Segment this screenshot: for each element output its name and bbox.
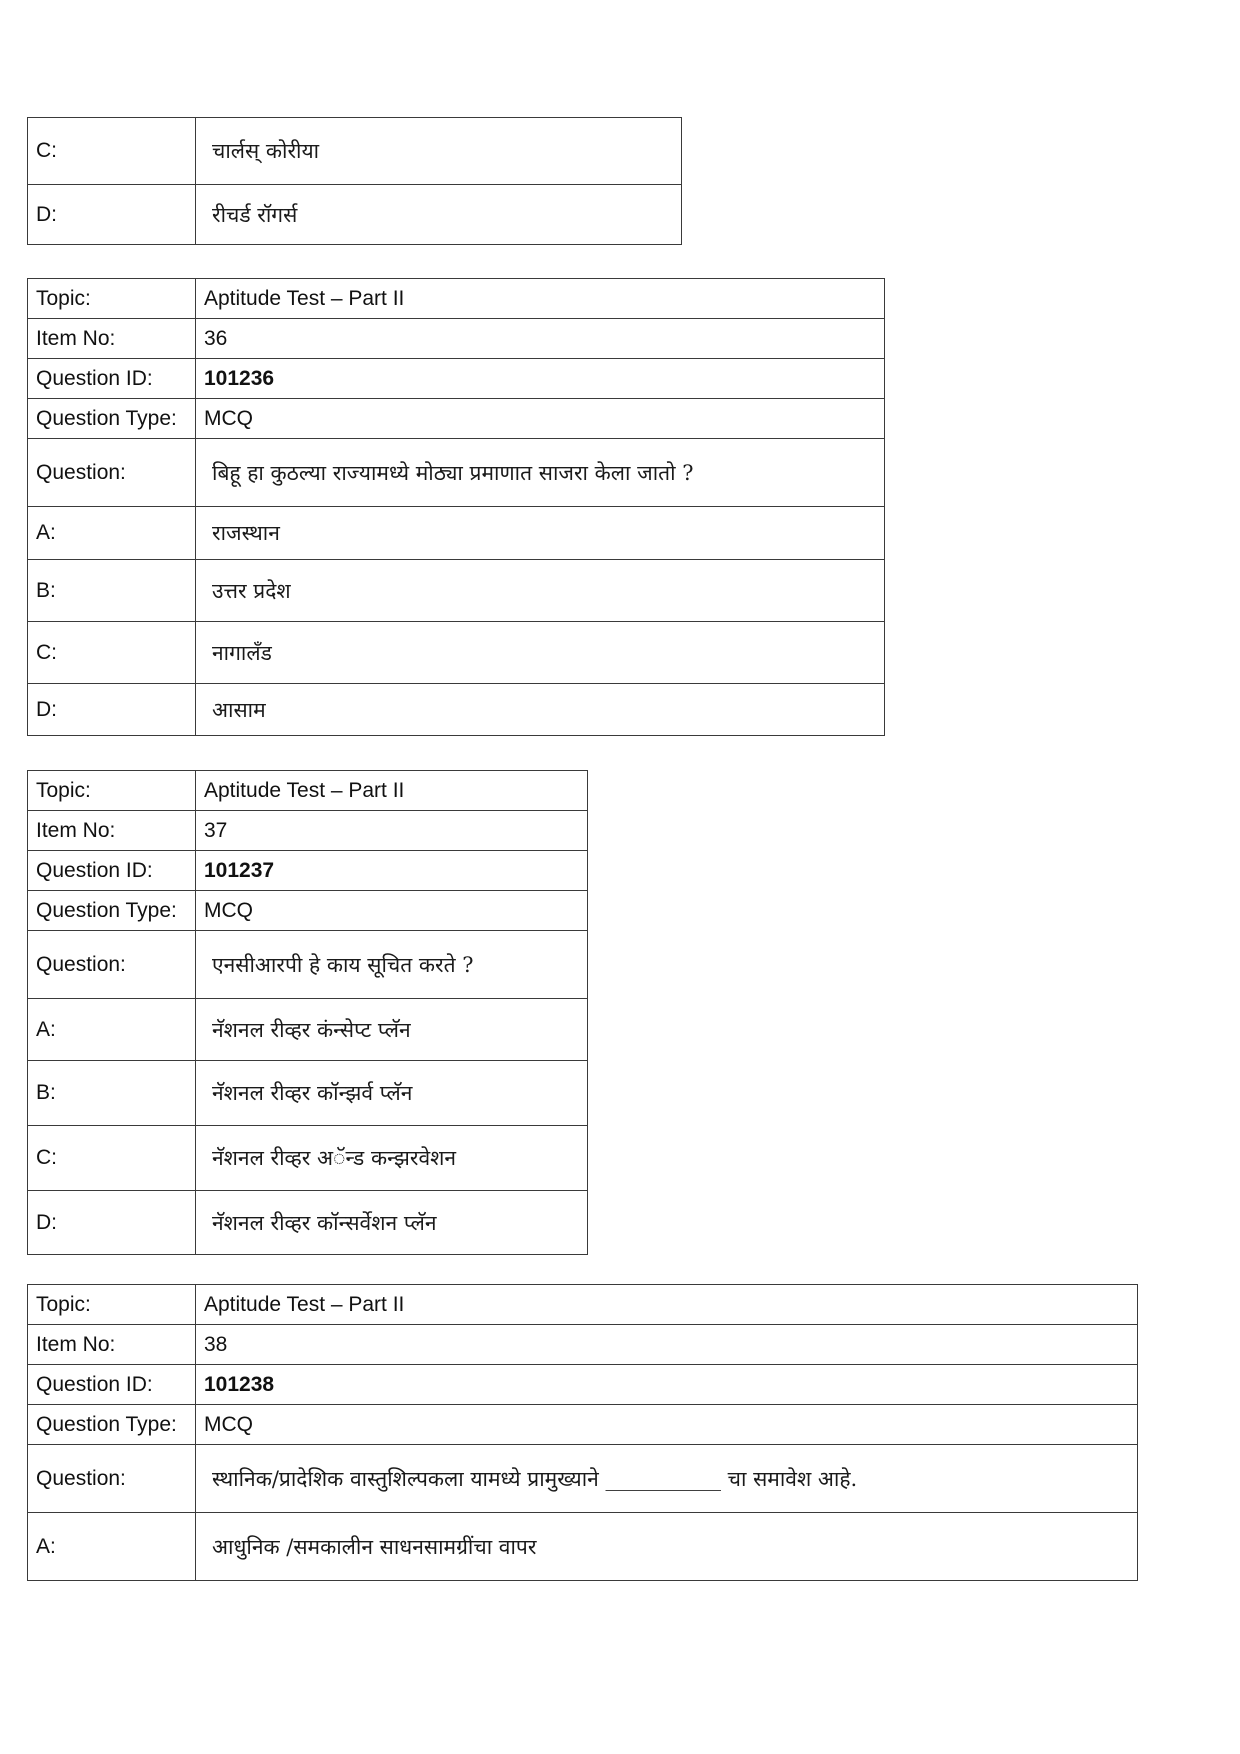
item-no-row <box>28 1325 1138 1365</box>
option-value-b: नॅशनल रीव्हर कॉन्झर्व प्लॅन <box>196 1061 588 1126</box>
option-row-b <box>28 560 885 622</box>
question-type-row <box>28 1405 1138 1445</box>
question-id-label: Question ID: <box>28 851 196 891</box>
item-no-value: 36 <box>196 319 885 359</box>
option-value-a: आधुनिक /समकालीन साधनसामग्रींचा वापर <box>196 1513 1138 1581</box>
option-value-c: चार्लस् कोरीया <box>196 118 682 185</box>
topic-row <box>28 1285 1138 1325</box>
option-row-a <box>28 999 588 1061</box>
question-id-label: Question ID: <box>28 1365 196 1405</box>
item-no-label: Item No: <box>28 1325 196 1365</box>
question-id-row <box>28 1365 1138 1405</box>
question-table-prev <box>27 117 682 245</box>
question-type-label: Question Type: <box>28 891 196 931</box>
option-value-c: नागालँड <box>196 622 885 684</box>
option-row-c <box>28 118 682 185</box>
option-row-c <box>28 622 885 684</box>
question-row <box>28 439 885 507</box>
option-value-c: नॅशनल रीव्हर अॅन्ड कन्झरवेशन <box>196 1126 588 1191</box>
question-label: Question: <box>28 1445 196 1513</box>
option-value-d: आसाम <box>196 684 885 736</box>
question-type-label: Question Type: <box>28 1405 196 1445</box>
option-label-b: B: <box>28 560 196 622</box>
question-row <box>28 931 588 999</box>
question-type-row <box>28 891 588 931</box>
item-no-row <box>28 319 885 359</box>
question-label: Question: <box>28 931 196 999</box>
question-id-value: 101236 <box>196 359 885 399</box>
option-label-d: D: <box>28 185 196 245</box>
option-label-c: C: <box>28 1126 196 1191</box>
option-label-a: A: <box>28 1513 196 1581</box>
option-row-a <box>28 1513 1138 1581</box>
question-text: बिहू हा कुठल्या राज्यामध्ये मोठ्या प्रमाणात साजरा केला जातो ? <box>196 439 885 507</box>
item-no-label: Item No: <box>28 811 196 851</box>
question-label: Question: <box>28 439 196 507</box>
question-type-value: MCQ <box>196 891 588 931</box>
option-row-c <box>28 1126 588 1191</box>
option-label-c: C: <box>28 622 196 684</box>
question-id-label: Question ID: <box>28 359 196 399</box>
topic-label: Topic: <box>28 771 196 811</box>
topic-value: Aptitude Test – Part II <box>196 771 588 811</box>
option-row-a <box>28 507 885 560</box>
option-label-d: D: <box>28 684 196 736</box>
option-label-a: A: <box>28 507 196 560</box>
topic-label: Topic: <box>28 279 196 319</box>
option-label-c: C: <box>28 118 196 185</box>
topic-label: Topic: <box>28 1285 196 1325</box>
question-type-value: MCQ <box>196 399 885 439</box>
option-row-b <box>28 1061 588 1126</box>
option-label-a: A: <box>28 999 196 1061</box>
question-id-value: 101238 <box>196 1365 1138 1405</box>
option-label-b: B: <box>28 1061 196 1126</box>
item-no-value: 37 <box>196 811 588 851</box>
option-value-d: रीचर्ड रॉगर्स <box>196 185 682 245</box>
topic-value: Aptitude Test – Part II <box>196 1285 1138 1325</box>
question-id-value: 101237 <box>196 851 588 891</box>
question-text: स्थानिक/प्रादेशिक वास्तुशिल्पकला यामध्ये प्रामुख्याने ___________ चा समावेश आहे. <box>196 1445 1138 1513</box>
question-id-row <box>28 359 885 399</box>
option-row-d <box>28 1191 588 1255</box>
question-table-38 <box>27 1284 1138 1581</box>
question-type-row <box>28 399 885 439</box>
option-row-d <box>28 684 885 736</box>
item-no-row <box>28 811 588 851</box>
question-type-label: Question Type: <box>28 399 196 439</box>
question-table-37 <box>27 770 588 1255</box>
item-no-value: 38 <box>196 1325 1138 1365</box>
option-label-d: D: <box>28 1191 196 1255</box>
topic-value: Aptitude Test – Part II <box>196 279 885 319</box>
question-type-value: MCQ <box>196 1405 1138 1445</box>
topic-row <box>28 771 588 811</box>
question-text: एनसीआरपी हे काय सूचित करते ? <box>196 931 588 999</box>
option-row-d <box>28 185 682 245</box>
question-table-36 <box>27 278 885 736</box>
option-value-b: उत्तर प्रदेश <box>196 560 885 622</box>
option-value-a: राजस्थान <box>196 507 885 560</box>
option-value-d: नॅशनल रीव्हर कॉन्सर्वेशन प्लॅन <box>196 1191 588 1255</box>
item-no-label: Item No: <box>28 319 196 359</box>
topic-row <box>28 279 885 319</box>
question-id-row <box>28 851 588 891</box>
option-value-a: नॅशनल रीव्हर कंन्सेप्ट प्लॅन <box>196 999 588 1061</box>
question-row <box>28 1445 1138 1513</box>
